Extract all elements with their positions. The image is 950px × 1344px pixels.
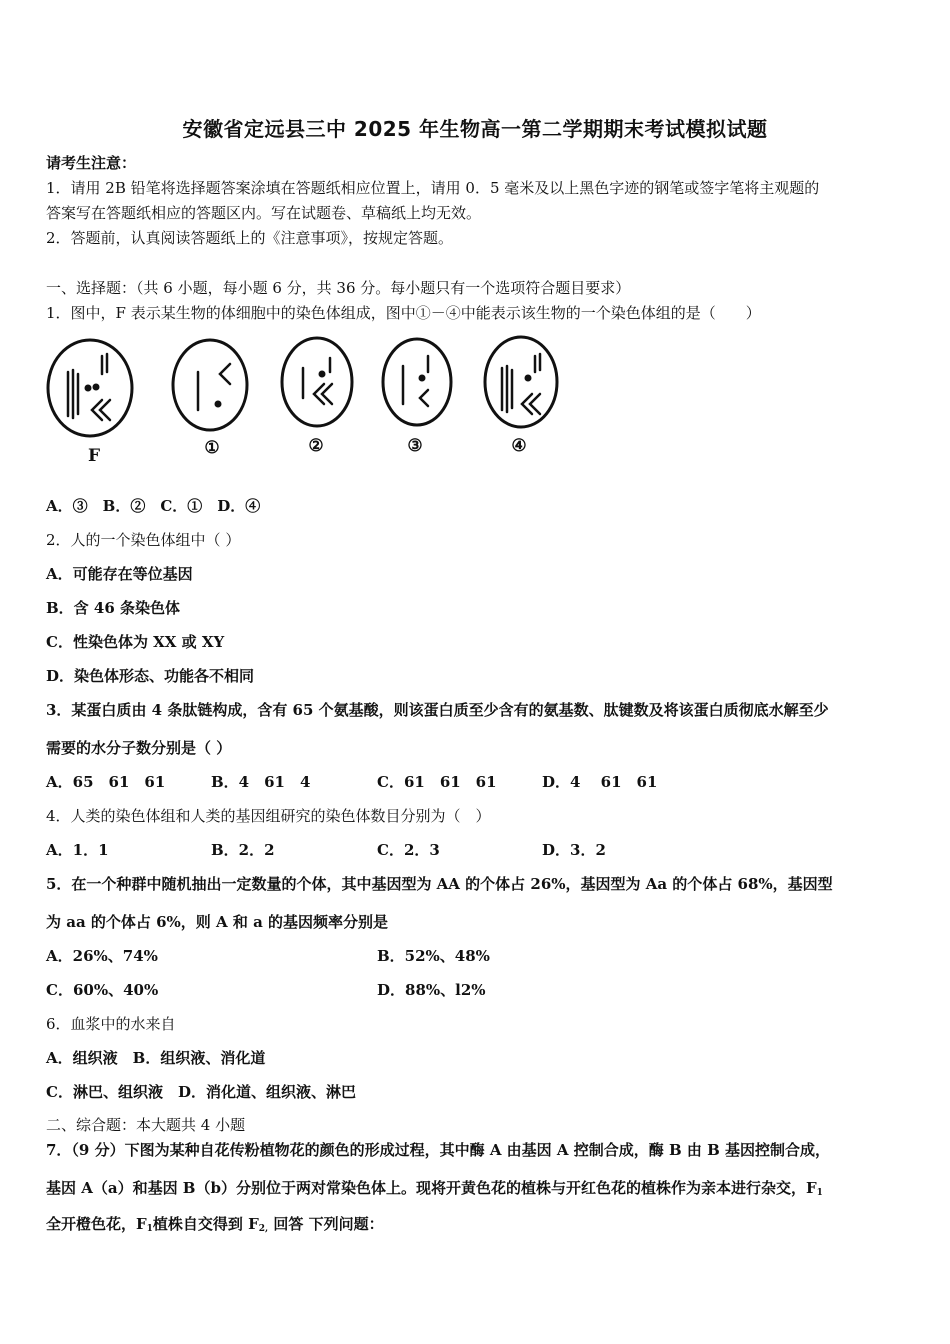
q7-line-3-part-3: 回答 下列问题：: [268, 1215, 384, 1233]
page-title: 安徽省定远县三中 2025 年生物高一第二学期期末考试模拟试题: [182, 117, 768, 141]
q4-option-a: A．1．1: [46, 841, 109, 859]
q4-option-c: C．2．3: [377, 841, 440, 859]
q3-stem-line-2: 需要的水分子数分别是（ ）: [46, 739, 232, 757]
q2-option-c: C．性染色体为 XX 或 XY: [46, 633, 225, 651]
figure-label-f: F: [87, 446, 101, 465]
q7-line-1: 7．（9 分）下图为某种自花传粉植物花的颜色的形成过程，其中酶 A 由基因 A 控制合成，酶 B 由 B 基因控制合成，: [46, 1141, 831, 1159]
q3-stem-line-1: 3．某蛋白质由 4 条肽链构成，含有 65 个氨基酸，则该蛋白质至少含有的氨基数、肽键数及将该蛋白质彻底水解至少: [46, 701, 829, 719]
q7-line-2-text: 基因 A（a）和基因 B（b）分别位于两对常染色体上。现将开黄色花的植株与开红色花的植株作为亲本进行杂交，F: [46, 1179, 817, 1197]
q5-option-b: B．52%、48%: [377, 947, 490, 965]
q4-stem: 4．人类的染色体组和人类的基因组研究的染色体数目分别为（ ）: [46, 807, 491, 825]
section-2-heading: 二、综合题：本大题共 4 小题: [46, 1116, 246, 1134]
notice-heading: 请考生注意：: [46, 154, 137, 172]
q2-option-a: A．可能存在等位基因: [46, 565, 193, 583]
q3-option-b: B．4 61 4: [211, 773, 311, 791]
q5-option-d: D．88%、l2%: [377, 981, 486, 999]
notice-item-1a: 1．请用 2B 铅笔将选择题答案涂填在答题纸相应位置上，请用 0．5 毫米及以上黑色字迹的钢笔或签字笔将主观题的: [46, 179, 820, 197]
q1-options: A．③ B．② C．① D．④: [46, 497, 261, 515]
q5-option-c: C．60%、40%: [46, 981, 159, 999]
q2-stem: 2．人的一个染色体组中（ ）: [46, 531, 241, 549]
q3-option-a: A．65 61 61: [46, 773, 166, 791]
figure-label-4: ④: [511, 436, 527, 456]
q6-stem: 6．血浆中的水来自: [46, 1015, 176, 1033]
figure-label-1: ①: [204, 438, 220, 458]
q2-option-b: B．含 46 条染色体: [46, 599, 180, 617]
q1-stem: 1．图中，F 表示某生物的体细胞中的染色体组成，图中①－④中能表示该生物的一个染色体组的是（ ）: [46, 304, 761, 322]
q7-line-3-part-1: 全开橙色花，F: [46, 1215, 147, 1233]
q7-line-2: [46, 1177, 904, 1198]
q4-option-d: D．3．2: [542, 841, 606, 859]
q5-stem-line-1: 5．在一个种群中随机抽出一定数量的个体，其中基因型为 AA 的个体占 26%，基因型为 Aa 的个体占 68%，基因型: [46, 875, 833, 893]
cell-4-circle: [485, 337, 557, 427]
q7-line-2-sub: 1: [816, 1188, 823, 1198]
q7-line-3-sub-2: 2,: [258, 1224, 269, 1234]
chromosome-figure: [40, 330, 580, 465]
q7-line-3-sub-1: 1: [146, 1224, 153, 1234]
notice-item-1b: 答案写在答题纸相应的答题区内。写在试题卷、草稿纸上均无效。: [46, 204, 482, 222]
cell-1-circle: [173, 340, 247, 430]
q5-option-a: A．26%、74%: [46, 947, 158, 965]
q6-options-cd: C．淋巴、组织液 D．消化道、组织液、淋巴: [46, 1083, 356, 1101]
q2-option-d: D．染色体形态、功能各不相同: [46, 667, 255, 685]
q4-option-b: B．2．2: [211, 841, 275, 859]
q3-option-c: C．61 61 61: [377, 773, 497, 791]
section-1-heading: 一、选择题：（共 6 小题，每小题 6 分，共 36 分。每小题只有一个选项符合题目要求）: [46, 279, 631, 297]
figure-label-3: ③: [407, 436, 423, 456]
notice-item-2: 2．答题前，认真阅读答题纸上的《注意事项》，按规定答题。: [46, 229, 454, 247]
q7-line-3-part-2: 植株自交得到 F: [152, 1215, 259, 1233]
q3-option-d: D．4 61 61: [542, 773, 658, 791]
q6-options-ab: A．组织液 B．组织液、消化道: [46, 1049, 266, 1067]
figure-label-2: ②: [308, 436, 324, 456]
q5-stem-line-2: 为 aa 的个体占 6%，则 A 和 a 的基因频率分别是: [46, 913, 389, 931]
q7-line-3: [46, 1213, 904, 1234]
cell-2-circle: [282, 338, 352, 426]
cell-3-circle: [383, 339, 451, 425]
